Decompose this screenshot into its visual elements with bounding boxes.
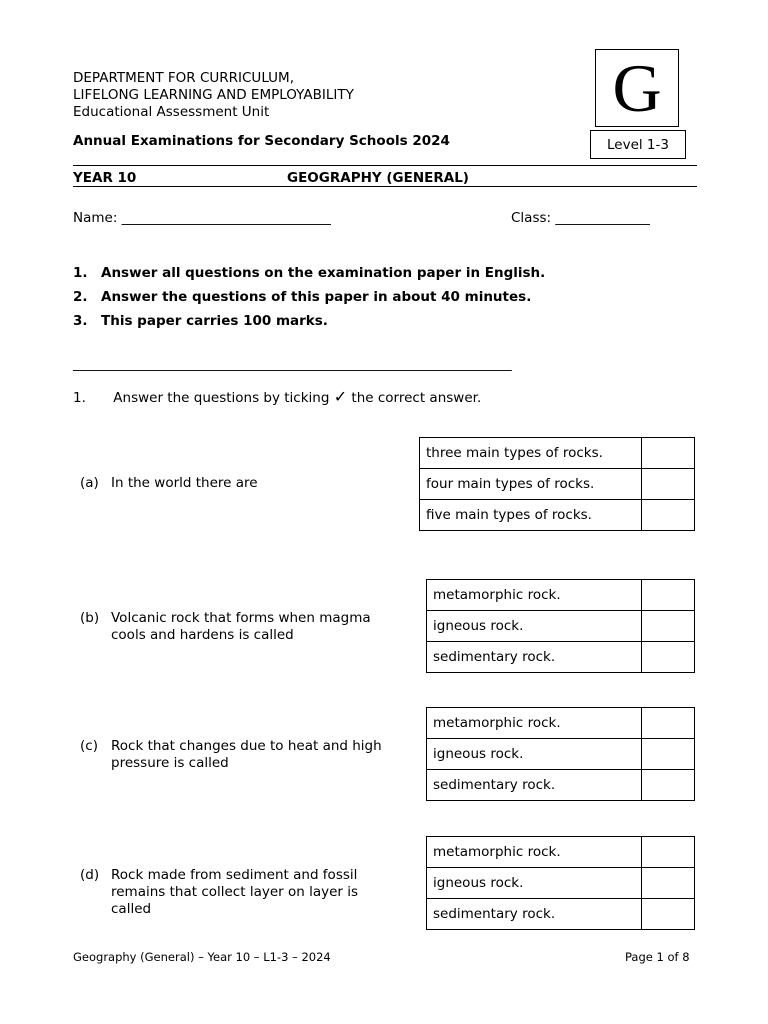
tick-box[interactable] <box>642 708 695 739</box>
option-row <box>427 899 695 930</box>
question-part-b <box>73 610 401 644</box>
option-row <box>427 580 695 611</box>
instruction-number: 3. <box>73 313 88 329</box>
tick-box[interactable] <box>642 837 695 868</box>
options-table-b <box>426 579 695 673</box>
option-label: metamorphic rock. <box>427 580 642 611</box>
options-table-d <box>426 836 695 930</box>
name-field[interactable]: Name: _______________________________ <box>73 210 331 226</box>
question-text-after: the correct answer. <box>351 390 482 406</box>
instruction-text: Answer the questions of this paper in about 40 minutes. <box>101 289 532 305</box>
option-row <box>420 469 695 500</box>
tick-box[interactable] <box>642 438 695 469</box>
option-label: igneous rock. <box>427 611 642 642</box>
class-field[interactable]: Class: ______________ <box>511 210 650 226</box>
option-row <box>427 770 695 801</box>
option-label: metamorphic rock. <box>427 837 642 868</box>
question-part-c <box>73 738 406 772</box>
page-number: Page 1 of 8 <box>625 950 690 964</box>
department-line-1: DEPARTMENT FOR CURRICULUM, <box>73 70 294 86</box>
instruction-number: 2. <box>73 289 88 305</box>
option-row <box>427 708 695 739</box>
option-label: igneous rock. <box>427 868 642 899</box>
instructions-list <box>73 265 545 337</box>
question-part-a <box>73 475 411 492</box>
part-letter: (d) <box>80 867 100 883</box>
header-rule-top <box>73 165 697 166</box>
subject-label: GEOGRAPHY (GENERAL) <box>287 170 469 186</box>
instruction-number: 1. <box>73 265 88 281</box>
instruction-text: This paper carries 100 marks. <box>101 313 328 329</box>
instruction-text: Answer all questions on the examination paper in English. <box>101 265 546 281</box>
tick-box[interactable] <box>642 770 695 801</box>
instruction-item <box>73 313 545 337</box>
tick-box[interactable] <box>642 868 695 899</box>
option-row <box>427 642 695 673</box>
tick-box[interactable] <box>642 642 695 673</box>
part-letter: (a) <box>80 475 99 491</box>
level-box: Level 1-3 <box>590 130 686 159</box>
tick-box[interactable] <box>642 611 695 642</box>
question-text-before: Answer the questions by ticking <box>113 390 330 406</box>
paper-letter-box: G <box>595 49 679 127</box>
part-letter: (c) <box>80 738 98 754</box>
year-label: YEAR 10 <box>73 170 137 186</box>
header-rule-bottom <box>73 186 697 187</box>
tick-box[interactable] <box>642 469 695 500</box>
question-1-prompt <box>73 387 481 406</box>
options-table-a <box>419 437 695 531</box>
department-header <box>73 70 354 121</box>
option-label: sedimentary rock. <box>427 770 642 801</box>
tick-box[interactable] <box>642 739 695 770</box>
option-row <box>420 438 695 469</box>
option-label: five main types of rocks. <box>420 500 642 531</box>
question-number: 1. <box>73 390 86 406</box>
footer-title: Geography (General) – Year 10 – L1-3 – 2024 <box>73 950 331 964</box>
options-table-c <box>426 707 695 801</box>
separator-line: _________________________________________________________________ <box>73 356 512 372</box>
option-label: sedimentary rock. <box>427 642 642 673</box>
instruction-item <box>73 265 545 289</box>
tick-box[interactable] <box>642 580 695 611</box>
question-part-d <box>73 867 381 918</box>
tick-box[interactable] <box>642 899 695 930</box>
department-line-3: Educational Assessment Unit <box>73 104 270 120</box>
option-row <box>427 868 695 899</box>
tick-box[interactable] <box>642 500 695 531</box>
part-letter: (b) <box>80 610 100 626</box>
instruction-item <box>73 289 545 313</box>
option-label: four main types of rocks. <box>420 469 642 500</box>
option-label: igneous rock. <box>427 739 642 770</box>
tick-icon: ✓ <box>333 387 348 406</box>
department-line-2: LIFELONG LEARNING AND EMPLOYABILITY <box>73 87 354 103</box>
option-label: metamorphic rock. <box>427 708 642 739</box>
option-row <box>427 837 695 868</box>
part-text: In the world there are <box>111 475 258 491</box>
option-row <box>427 611 695 642</box>
option-row <box>427 739 695 770</box>
part-text: Rock made from sediment and fossil remains that collect layer on layer is called <box>111 867 359 917</box>
option-label: three main types of rocks. <box>420 438 642 469</box>
exam-title: Annual Examinations for Secondary Schools 2024 <box>73 133 450 149</box>
option-row <box>420 500 695 531</box>
part-text: Rock that changes due to heat and high pressure is called <box>111 738 382 771</box>
option-label: sedimentary rock. <box>427 899 642 930</box>
part-text: Volcanic rock that forms when magma cools and hardens is called <box>111 610 371 643</box>
